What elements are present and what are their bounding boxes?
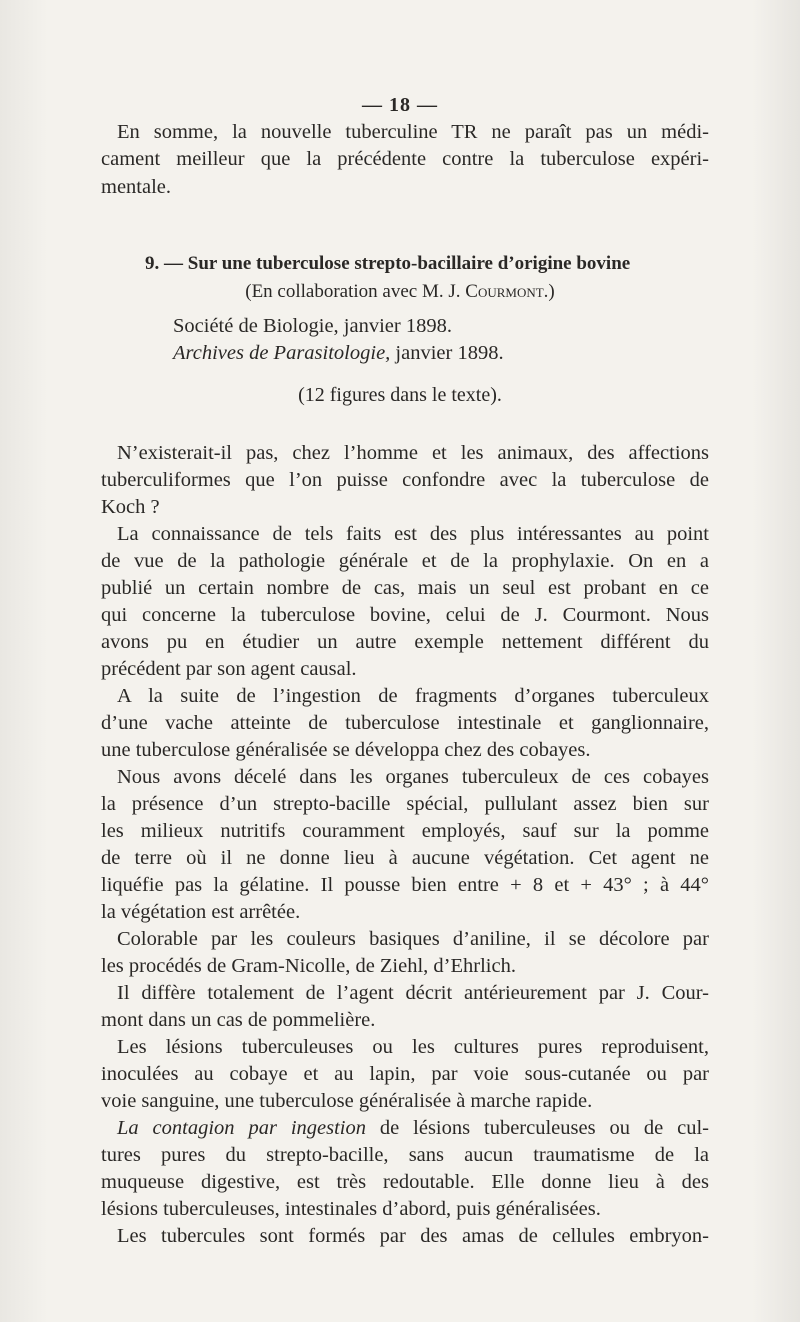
body-line: lésions tuberculeuses, intestinales d’abord, puis généralisées. xyxy=(101,1198,601,1220)
body-line: une tuberculose généralisée se développa chez des cobayes. xyxy=(101,739,591,761)
body-line: qui concerne la tuberculose bovine, celui de J. Courmont. Nous xyxy=(101,604,709,626)
section-title: 9. — Sur une tuberculose strepto-bacillaire d’origine bovine xyxy=(145,253,631,274)
collaboration-note: (En collaboration avec M. J. Courmont.) xyxy=(245,281,555,302)
body-line: la présence d’un strepto-bacille spécial, pullulant assez bien sur xyxy=(101,793,709,815)
intro-line-1: En somme, la nouvelle tuberculine TR ne paraît pas un médi- xyxy=(117,121,709,143)
body-line: tuberculiformes que l’on puisse confondre avec la tuberculose de xyxy=(101,469,709,491)
body-line: la végétation est arrêtée. xyxy=(101,901,301,923)
body-line: les milieux nutritifs couramment employés, sauf sur la pomme xyxy=(101,820,709,842)
intro-line-2: cament meilleur que la précédente contre la tuberculose expéri- xyxy=(101,148,709,170)
body-line: La connaissance de tels faits est des plus intéressantes au point xyxy=(117,523,709,545)
body-line: inoculées au cobaye et au lapin, par voie sous-cutanée ou par xyxy=(101,1063,709,1085)
body-line: N’existerait-il pas, chez l’homme et les animaux, des affections xyxy=(117,442,709,464)
intro-line-3: mentale. xyxy=(101,176,172,198)
body-line: précédent par son agent causal. xyxy=(101,658,357,680)
body-line: La contagion par ingestion de lésions tuberculeuses ou de cul- xyxy=(117,1117,709,1139)
body-line: Les lésions tuberculeuses ou les cultures pures reproduisent, xyxy=(117,1036,709,1058)
body-line: publié un certain nombre de cas, mais un seul est probant en ce xyxy=(101,577,709,599)
body-line: Colorable par les couleurs basiques d’aniline, il se décolore par xyxy=(117,928,709,950)
body-line: de terre où il ne donne lieu à aucune végétation. Cet agent ne xyxy=(101,847,709,869)
body-line: mont dans un cas de pommelière. xyxy=(101,1009,376,1031)
page-number: — 18 — xyxy=(362,94,438,116)
body-line: Les tubercules sont formés par des amas de cellules embryon- xyxy=(117,1225,709,1247)
body-line: Koch ? xyxy=(101,496,160,518)
body-line: les procédés de Gram-Nicolle, de Ziehl, d’Ehrlich. xyxy=(101,955,516,977)
body-line: A la suite de l’ingestion de fragments d’organes tuberculeux xyxy=(117,685,709,707)
body-line: Nous avons décelé dans les organes tuberculeux de ces cobayes xyxy=(117,766,709,788)
body-line: Il diffère totalement de l’agent décrit antérieurement par J. Cour- xyxy=(117,982,709,1004)
body-line: tures pures du strepto-bacille, sans aucun traumatisme de la xyxy=(101,1144,709,1166)
reference-societe-biologie: Société de Biologie, janvier 1898. xyxy=(173,315,452,337)
body-line: voie sanguine, une tuberculose généralisée à marche rapide. xyxy=(101,1090,593,1112)
body-line: de vue de la pathologie générale et de la prophylaxie. On en a xyxy=(101,550,709,572)
body-line: liquéfie pas la gélatine. Il pousse bien entre + 8 et + 43° ; à 44° xyxy=(101,874,709,896)
body-line: muqueuse digestive, est très redoutable. Elle donne lieu à des xyxy=(101,1171,709,1193)
body-line: d’une vache atteinte de tuberculose intestinale et ganglionnaire, xyxy=(101,712,709,734)
reference-archives-parasitologie: Archives de Parasitologie, janvier 1898. xyxy=(173,342,504,364)
figures-note: (12 figures dans le texte). xyxy=(298,384,502,406)
body-line: avons pu en étudier un autre exemple nettement différent du xyxy=(101,631,709,653)
